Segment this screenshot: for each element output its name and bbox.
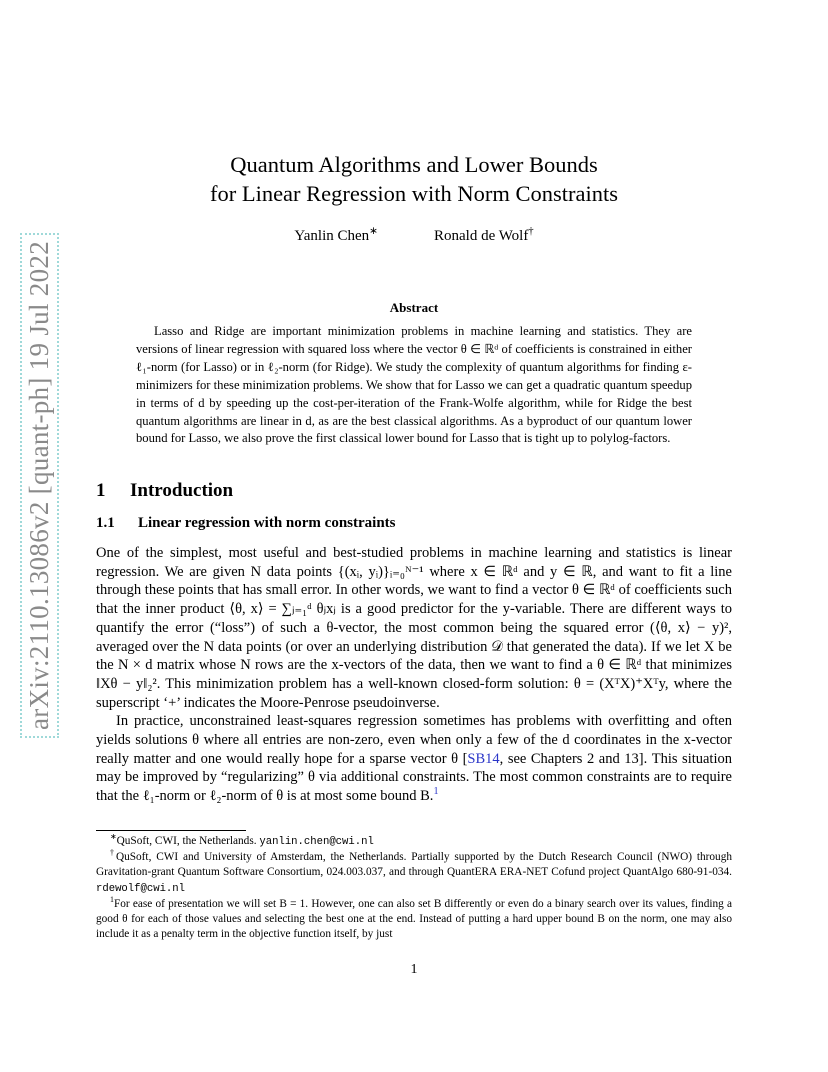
paragraph-2-text-b: , see Chapters 2 and 13]. This situation may be improved by “regularizing” θ via additional constraints. The most common constraints are to require that the ℓ₁-norm or ℓ₂-norm of θ is at most some bound B. [96,750,732,805]
section-heading [96,480,233,502]
paragraph-2-text-a: In practice, unconstrained least-squares regression sometimes has problems with overfitting and often yields solutions θ where all entries are non-zero, even when only a few of the d coordinates in the x-vector really matter and one would really hope for a sparse vector θ [ [96,713,732,767]
page-number: 1 [410,962,418,977]
author-2 [434,228,534,245]
footnote-affiliation-1 [96,834,732,850]
author-2-name: Ronald de Wolf [433,228,529,244]
footnote-mark-3: 1 [110,895,114,905]
title-line-2: for Linear Regression with Norm Constraints [209,181,619,206]
paragraph-1: One of the simplest, most useful and best-studied problems in machine learning and statistics is linear regression. We are given N data points {(xᵢ, yᵢ)}ᵢ₌₀ᴺ⁻¹ where x ∈ ℝᵈ and y ∈ ℝ, and want to fit a line through these points that has small error. In other words, we want to find a vector θ ∈ ℝᵈ of coefficients such that the inner product ⟨θ, x⟩ = ∑ⱼ₌₁ᵈ θⱼxⱼ is a good predictor for the y-variable. There are different ways to quantify the error (“loss”) of such a θ-vector, the most common being the squared error (⟨θ, x⟩ − y)², averaged over the N data points (or over an underlying distribution 𝒟 that generated the data). If we let X be the N × d matrix whose N rows are the x-vectors of the data, then we want to find a θ ∈ ℝᵈ that minimizes ‖Xθ − y‖₂². This minimization problem has a well-known closed-form solution: θ = (XᵀX)⁺Xᵀy, where the superscript ‘+’ indicates the Moore-Penrose pseudoinverse. [96,545,732,711]
email-1[interactable]: yanlin.chen@cwi.nl [259,836,374,848]
author-1-mark[interactable]: ∗ [369,226,378,237]
footnote-1 [96,897,732,943]
paragraph-2 [96,712,732,806]
footnote-mark-1: ∗ [110,832,117,842]
paper-title [96,150,732,208]
footnote-mark-2: † [110,848,116,858]
author-1 [294,228,378,245]
subsection-title: Linear regression with norm constraints [138,515,396,531]
citation-link[interactable]: SB14 [467,750,500,767]
subsection-heading [96,515,396,532]
author-list [96,228,732,245]
title-line-1: Quantum Algorithms and Lower Bounds [230,152,598,177]
arxiv-identifier[interactable]: arXiv:2110.13086v2 [quant-ph] 19 Jul 2022 [20,233,59,738]
abstract-text: Lasso and Ridge are important minimization problems in machine learning and statistics. They are versions of linear regression with squared loss where the vector θ ∈ ℝᵈ of coefficients is constrained in either ℓ₁-norm (for Lasso) or in ℓ₂-norm (for Ridge). We study the complexity of quantum algorithms for finding ε-minimizers for these minimization problems. We show that for Lasso we can get a quadratic quantum speedup in terms of d by speeding up the cost-per-iteration of the Frank-Wolfe algorithm, while for Ridge the best quantum algorithms are linear in d, as are the best classical algorithms. As a byproduct of our quantum lower bound for Lasso, we also prove the first classical lower bound for Lasso that is tight up to polylog-factors. [136,324,692,446]
footnote-text-3: For ease of presentation we will set B = 1. However, one can also set B differently or even do a binary search over its values, finding a good θ for each of those values and selecting the best one at the end. Instead of putting a hard upper bound B on the norm, one may also include it as a penalty term in the objective function itself, by just [96,897,732,941]
footnote-text-1: QuSoft, CWI, the Netherlands. [116,835,260,847]
section-title: Introduction [130,480,234,501]
footnote-1-link[interactable]: 1 [433,786,439,798]
email-2[interactable]: rdewolf@cwi.nl [96,882,186,895]
author-2-mark[interactable]: † [528,226,534,237]
arxiv-sidebar [14,240,64,730]
author-1-name: Yanlin Chen [294,228,370,244]
footnote-text-2: QuSoft, CWI and University of Amsterdam, the Netherlands. Partially supported by the Dutch Research Council (NWO) through Gravitation-grant Quantum Software Consortium, 024.003.037, and through QuantERA ERA-NET Cofund project QuantAlgo 680-91-034. [96,851,732,879]
body-text [96,544,732,806]
abstract-heading: Abstract [389,300,439,315]
footnotes [96,834,732,942]
footnote-affiliation-2 [96,850,732,897]
footnote-rule [96,830,246,831]
subsection-number: 1.1 [96,515,115,531]
section-number: 1 [96,480,106,501]
